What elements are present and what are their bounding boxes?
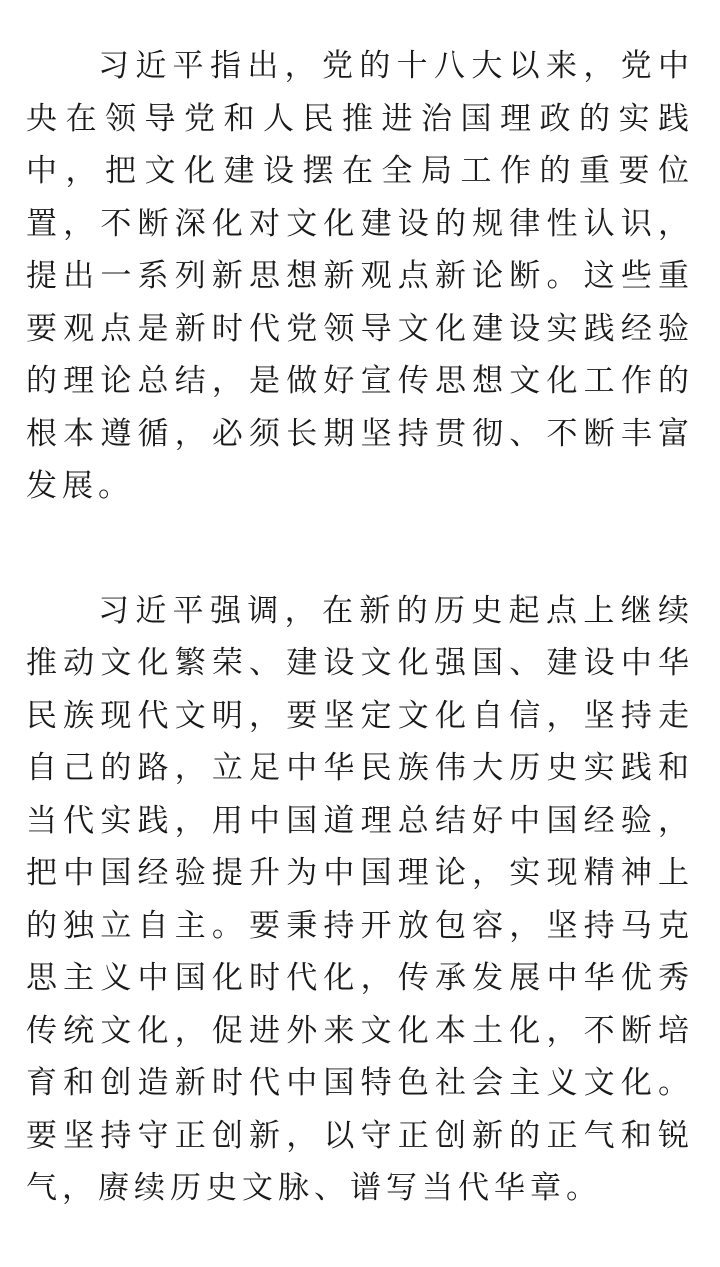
- article-paragraph-2: 习近平强调，在新的历史起点上继续推动文化繁荣、建设文化强国、建设中华民族现代文明，要坚定文化自信，坚持走自己的路，立足中华民族伟大历史实践和当代实践，用中国道理总结好中国经验，把中国经验提升为中国理论，实现精神上的独立自主。要秉持开放包容，坚持马克思主义中国化时代化，传承发展中华优秀传统文化，促进外来文化本土化，不断培育和创造新时代中国特色社会主义文化。要坚持守正创新，以守正创新的正气和锐气，赓续历史文脉、谱写当代华章。: [26, 592, 694, 1206]
- article-paragraph-1: 习近平指出，党的十八大以来，党中央在领导党和人民推进治国理政的实践中，把文化建设摆在全局工作的重要位置，不断深化对文化建设的规律性认识，提出一系列新思想新观点新论断。这些重要观点是新时代党领导文化建设实践经验的理论总结，是做好宣传思想文化工作的根本遵循，必须长期坚持贯彻、不断丰富发展。: [26, 48, 694, 504]
- article-body: [26, 40, 694, 1215]
